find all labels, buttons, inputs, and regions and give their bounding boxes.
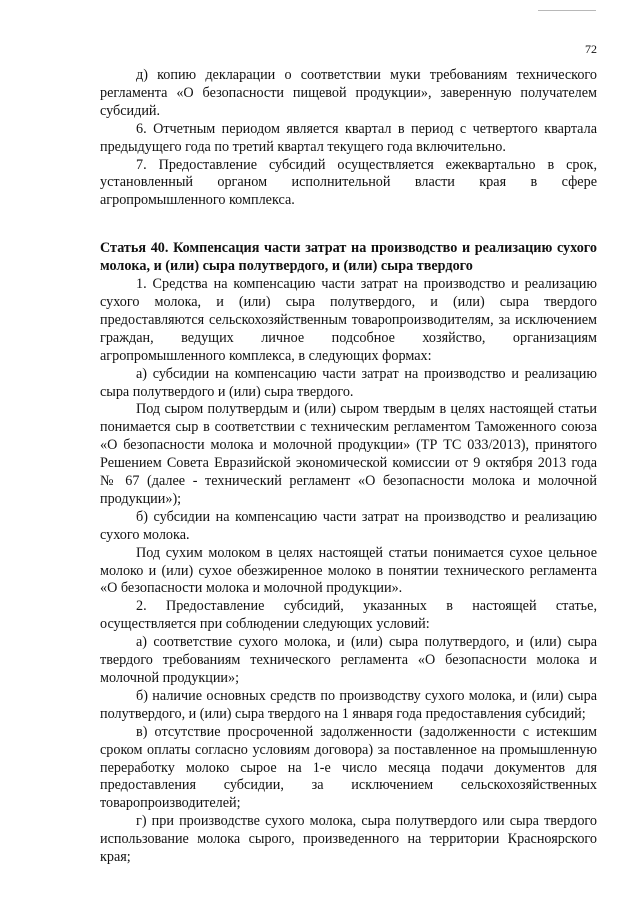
paragraph-d-declaration: д) копию декларации о соответствии муки требованиям технического регламента «О безопасности пищевой продукции», заверенную получателем субсидий. (100, 67, 597, 119)
page-number: 72 (585, 42, 597, 56)
paragraph-6-reporting-period: 6. Отчетным периодом является квартал в период с четвертого квартала предыдущего года по третий квартал текущего года включительно. (100, 120, 597, 155)
article-paragraph: 2. Предоставление субсидий, указанных в настоящей статье, осуществляется при соблюдении следующих условий: (100, 598, 597, 633)
article-paragraph: б) субсидии на компенсацию части затрат на производство и реализацию сухого молока. (100, 508, 597, 543)
article-paragraph: г) при производстве сухого молока, сыра полутвердого или сыра твердого использование молока сырого, произведенного на территории Красноярского края; (100, 813, 597, 866)
article-paragraph: в) отсутствие просроченной задолженности (задолженности с истекшим сроком оплаты согласно условиям договора) за поставленное на промышленную переработку молоко сырое на 1-е число месяца подачи документов для предоставления субсидии, за исключением сельскохозяйственных товаропроизводителей; (100, 723, 597, 812)
article-paragraph: б) наличие основных средств по производству сухого молока, и (или) сыра полутвердого, и (или) сыра твердого на 1 января года предоставления субсидий; (100, 687, 597, 722)
document-body (100, 67, 597, 867)
header-rule (538, 10, 596, 11)
article-paragraph: а) субсидии на компенсацию части затрат на производство и реализацию сыра полутвердого и (или) сыра твердого. (100, 365, 597, 400)
paragraph-7-subsidy-timing: 7. Предоставление субсидий осуществляется ежеквартально в срок, установленный органом исполнительной власти края в сфере агропромышленного комплекса. (100, 156, 597, 209)
article-40-heading: Статья 40. Компенсация части затрат на производство и реализацию сухого молока, и (или) сыра полутвердого, и (или) сыра твердого (100, 240, 597, 275)
article-paragraph: 1. Средства на компенсацию части затрат на производство и реализацию сухого молока, и (или) сыра полутвердого, и (или) сыра твердого предоставляются сельскохозяйственным товаропроизводителям, за исключением граждан, ведущих личное подсобное хозяйство, организациям агропромышленного комплекса, в следующих формах: (100, 276, 597, 364)
article-paragraph: Под сыром полутвердым и (или) сыром твердым в целях настоящей статьи понимается сыр в соответствии с техническим регламентом Таможенного союза «О безопасности молока и молочной продукции» (ТР ТС 033/2013), принятого Решением Совета Евразийской экономической комиссии от 9 октября 2013 года № 67 (далее - технический регламент «О безопасности молока и молочной продукции»); (100, 401, 597, 507)
article-paragraph: а) соответствие сухого молока, и (или) сыра полутвердого, и (или) сыра твердого требованиям технического регламента «О безопасности молока и молочной продукции»; (100, 634, 597, 686)
article-paragraph: Под сухим молоком в целях настоящей статьи понимается сухое цельное молоко и (или) сухое обезжиренное молоко в понятии технического регламента «О безопасности молока и молочной продукции». (100, 544, 597, 597)
